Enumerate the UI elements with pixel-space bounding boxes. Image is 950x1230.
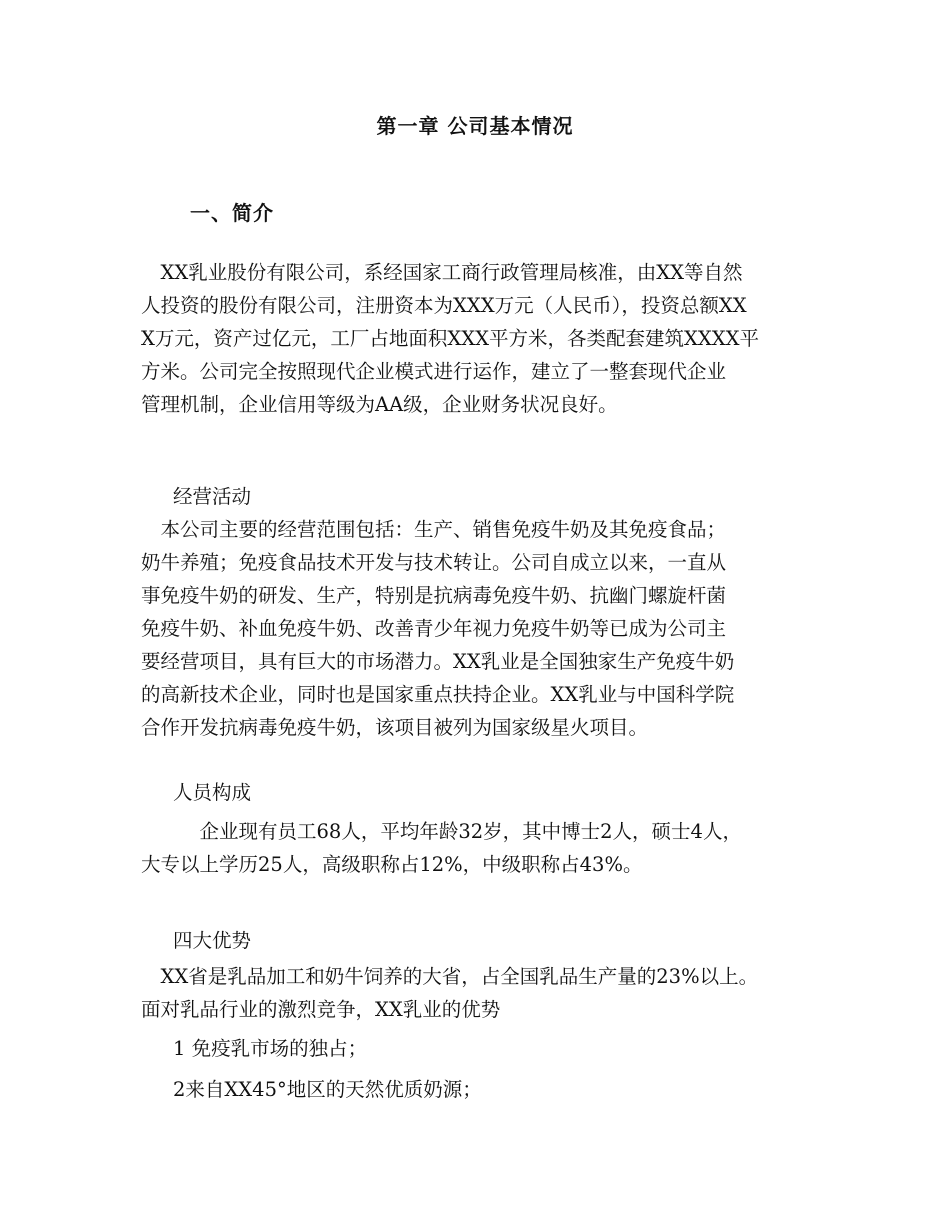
advantage-item: 2来自XX45°地区的天然优质奶源； [173, 1078, 482, 1101]
advantages-heading: 四大优势 [173, 929, 252, 952]
advantage-item: 1 免疫乳市场的独占； [173, 1037, 368, 1060]
intro-line: XX乳业股份有限公司，系经国家工商行政管理局核准，由XX等自然 [141, 261, 743, 284]
staff-line: 企业现有员工68人，平均年龄32岁，其中博士2人，硕士4人， [141, 820, 742, 843]
business-line: 合作开发抗病毒免疫牛奶，该项目被列为国家级星火项目。 [141, 716, 649, 739]
intro-paragraph [141, 256, 821, 421]
business-line: 事免疫牛奶的研发、生产，特别是抗病毒免疫牛奶、抗幽门螺旋杆菌 [141, 584, 727, 607]
intro-line: 管理机制，企业信用等级为AA级，企业财务状况良好。 [141, 393, 618, 416]
intro-line: 人投资的股份有限公司，注册资本为XXX万元（人民币），投资总额XX [141, 294, 747, 317]
business-line: 奶牛养殖；免疫食品技术开发与技术转让。公司自成立以来，一直从 [141, 551, 727, 574]
advantages-line: 面对乳品行业的激烈竞争，XX乳业的优势 [141, 998, 501, 1021]
staff-paragraph [141, 815, 821, 881]
business-line: 本公司主要的经营范围包括：生产、销售免疫牛奶及其免疫食品； [141, 518, 727, 541]
staff-heading: 人员构成 [173, 781, 252, 804]
business-line: 要经营项目，具有巨大的市场潜力。XX乳业是全国独家生产免疫牛奶 [141, 650, 735, 673]
chapter-title: 第一章 公司基本情况 [376, 114, 574, 138]
section-heading-intro: 一、简介 [190, 201, 274, 225]
advantages-paragraph [141, 960, 821, 1026]
business-heading: 经营活动 [173, 485, 252, 508]
business-paragraph [141, 513, 821, 744]
advantages-line: XX省是乳品加工和奶牛饲养的大省，占全国乳品生产量的23%以上。 [141, 965, 759, 988]
business-line: 的高新技术企业，同时也是国家重点扶持企业。XX乳业与中国科学院 [141, 683, 735, 706]
business-line: 免疫牛奶、补血免疫牛奶、改善青少年视力免疫牛奶等已成为公司主 [141, 617, 727, 640]
intro-line: 方米。公司完全按照现代企业模式进行运作，建立了一整套现代企业 [141, 360, 727, 383]
staff-line: 大专以上学历25人，高级职称占12%，中级职称占43%。 [141, 853, 643, 876]
intro-line: X万元，资产过亿元，工厂占地面积XXX平方米，各类配套建筑XXXX平 [141, 327, 760, 350]
